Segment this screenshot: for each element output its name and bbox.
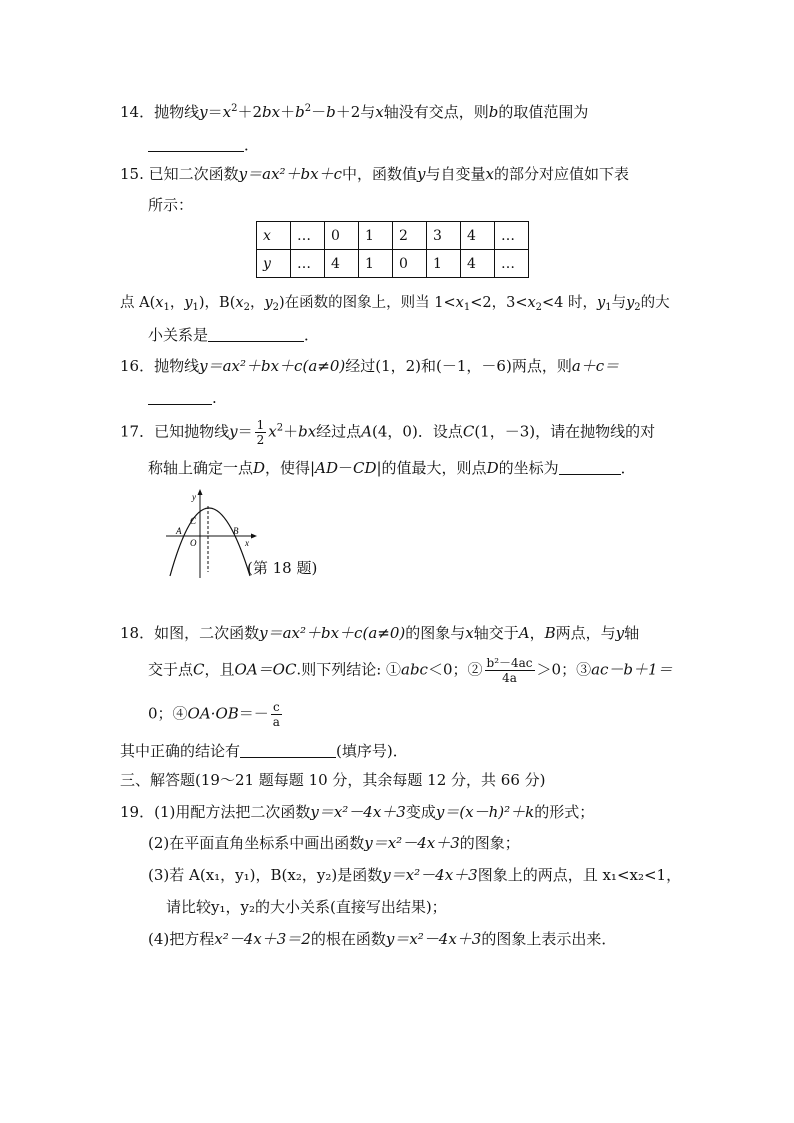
q19-part3: (3)若 A(x₁，y₁)，B(x₂，y₂)是函数y＝x²－4x＋3图象上的两点，且 x₁<x₂<1， — [148, 866, 682, 884]
parabola-curve — [170, 508, 250, 576]
q15-line4: 小关系是 ． — [148, 326, 320, 344]
table-cell: 4 — [461, 250, 495, 278]
table-row — [257, 250, 529, 278]
figure-caption: (第 18 题) — [247, 559, 318, 577]
table-cell: 1 — [359, 222, 393, 250]
label-c: C — [190, 516, 197, 526]
label-y: y — [192, 492, 196, 502]
q18-number: 18． — [120, 624, 155, 642]
q14-line1: 14．抛物线$y=x^2+2bx+b^2-b+2$与x轴没有交点，则b的取值范围为 — [120, 103, 589, 121]
table-row — [257, 222, 529, 250]
q16-number: 16． — [120, 357, 155, 375]
label-o: O — [190, 538, 197, 548]
table-cell: 1 — [427, 250, 461, 278]
section-3-heading: 三、解答题(19～21 题每题 10 分，其余每题 12 分，共 66 分) — [120, 771, 546, 789]
q19-part2: (2)在平面直角坐标系中画出函数y＝x²－4x＋3的图象； — [148, 834, 520, 852]
q16-answer-blank[interactable] — [148, 389, 212, 405]
table-cell: 1 — [359, 250, 393, 278]
q17-answer-blank[interactable] — [559, 459, 621, 475]
fraction-c-over-a: $\frac{c}{a}$ — [272, 700, 280, 729]
fraction-one-half: $\frac{1}{2}$ — [256, 418, 265, 447]
label-x: x — [245, 538, 249, 548]
table-cell: … — [495, 250, 529, 278]
table-cell: 4 — [461, 222, 495, 250]
table-cell: 0 — [393, 250, 427, 278]
q19-part4: (4)把方程x²－4x＋3＝2的根在函数y＝x²－4x＋3的图象上表示出来． — [148, 930, 617, 948]
q19-number: 19． — [120, 803, 155, 821]
q17-number: 17． — [120, 422, 155, 441]
table-header-y: y — [257, 250, 291, 278]
q18-line4: 其中正确的结论有 (填序号)． — [120, 742, 408, 760]
label-b: B — [233, 526, 239, 536]
q14-answer-blank[interactable] — [148, 136, 244, 152]
q19-part1: 19．(1)用配方法把二次函数y＝x²－4x＋3变成y＝(x－h)²＋k的形式； — [120, 803, 595, 821]
q17-line2: 称轴上确定一点D，使得|AD－CD|的值最大，则点D的坐标为 ． — [148, 459, 636, 477]
table-cell: 2 — [393, 222, 427, 250]
q18-answer-blank[interactable] — [240, 742, 336, 758]
q18-line2: 交于点C，且OA＝OC.则下列结论: ①abc＜0；② $\frac{\text{b²－4ac}}{4a}$ ＞0；③ac－b＋1＝ — [148, 656, 673, 685]
q15-line3: 点 $A(x_1$，$y_1$)，$B(x_2$，$y_2$)在函数的图象上，则当 $1<x_1<2$，$3<x_2<4$ 时，$y_1$与$y_2$的大 — [120, 295, 670, 313]
value-table — [256, 221, 529, 278]
x-axis-arrow-icon — [251, 534, 257, 539]
table-cell: 0 — [325, 222, 359, 250]
q16-line1: 16．抛物线y＝ax²＋bx＋c(a≠0)经过(1，2)和(－1，－6)两点，则a＋c＝ — [120, 357, 620, 375]
table-header-x: x — [257, 222, 291, 250]
q15-number: 15. — [120, 165, 144, 183]
table-cell: … — [495, 222, 529, 250]
q17-line1: 17．已知抛物线y＝ $\frac{1}{2}$ $x^2+bx$经过点A(4，0)．设点C(1，－3)，请在抛物线的对 — [120, 418, 656, 447]
q18-line1: 18．如图，二次函数y＝ax²＋bx＋c(a≠0)的图象与x轴交于A，B两点，与y轴 — [120, 624, 640, 642]
q14-answer-line: ． — [148, 134, 259, 156]
q18-line3: 0；④OA·OB＝－ $\frac{c}{a}$ — [148, 700, 280, 729]
q15-line1: 15. 已知二次函数y＝ax²＋bx＋c中，函数值y与自变量x的部分对应值如下表 — [120, 165, 630, 183]
q19-part3-cont: 请比较y₁，y₂的大小关系(直接写出结果)； — [166, 898, 447, 916]
q15-line2: 所示： — [148, 196, 194, 214]
fraction-discriminant: $\frac{\text{b²－4ac}}{4a}$ — [486, 656, 533, 685]
table-cell: 3 — [427, 222, 461, 250]
q15-answer-blank[interactable] — [208, 326, 304, 342]
table-cell: … — [291, 250, 325, 278]
y-axis-arrow-icon — [198, 489, 203, 495]
q16-answer-line: . — [148, 387, 217, 409]
table-cell: … — [291, 222, 325, 250]
table-cell: 4 — [325, 250, 359, 278]
q14-number: 14． — [120, 103, 155, 121]
label-a: A — [176, 526, 182, 536]
